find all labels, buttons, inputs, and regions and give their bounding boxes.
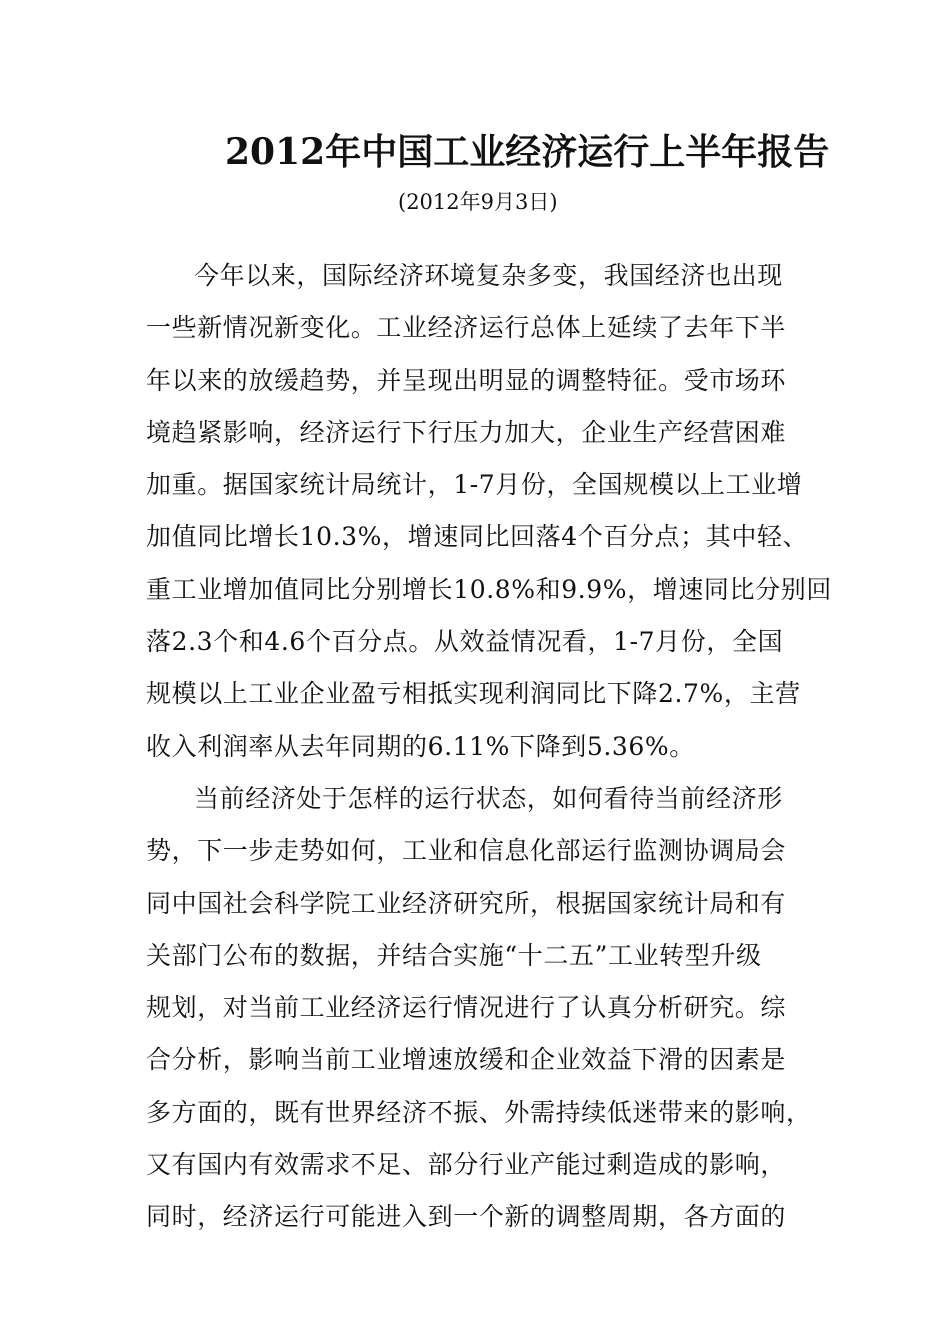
document-title: 2012年中国工业经济运行上半年报告	[225, 131, 830, 173]
paragraph-line: 同中国社会科学院工业经济研究所，根据国家统计局和有	[146, 888, 787, 918]
paragraph-line: 落2.3个和4.6个百分点。从效益情况看，1-7月份，全国	[146, 627, 784, 657]
paragraph-line: 今年以来，国际经济环境复杂多变，我国经济也出现	[194, 261, 783, 290]
paragraph-line: 加值同比增长10.3%，增速同比回落4个百分点；其中轻、	[146, 522, 809, 552]
paragraph-line: 重工业增加值同比分别增长10.8%和9.9%，增速同比分别回	[146, 574, 832, 604]
paragraph-line: 关部门公布的数据，并结合实施“十二五”工业转型升级	[146, 940, 762, 970]
paragraph-line: 多方面的，既有世界经济不振、外需持续低迷带来的影响，	[146, 1097, 812, 1127]
paragraph-line: 规模以上工业企业盈亏相抵实现利润同比下降2.7%，主营	[146, 679, 801, 709]
paragraph-2	[146, 773, 811, 1244]
paragraph-line: 年以来的放缓趋势，并呈现出明显的调整特征。受市场环	[146, 365, 787, 395]
paragraph-line: 境趋紧影响，经济运行下行压力加大，企业生产经营困难	[146, 417, 787, 447]
paragraph-line: 加重。据国家统计局统计，1-7月份，全国规模以上工业增	[146, 470, 803, 500]
paragraph-line: 当前经济处于怎样的运行状态，如何看待当前经济形	[194, 783, 783, 813]
paragraph-line: 势，下一步走势如何，工业和信息化部运行监测协调局会	[146, 836, 787, 866]
paragraph-1	[146, 250, 832, 773]
paragraph-line: 收入利润率从去年同期的6.11%下降到5.36%。	[146, 731, 695, 761]
paragraph-line: 规划，对当前工业经济运行情况进行了认真分析研究。综	[146, 993, 787, 1023]
paragraph-line: 又有国内有效需求不足、部分行业产能过剩造成的影响，	[146, 1150, 787, 1180]
document-date: (2012年9月3日)	[398, 190, 558, 214]
paragraph-line: 合分析，影响当前工业增速放缓和企业效益下滑的因素是	[146, 1045, 787, 1075]
document-body	[146, 250, 832, 1244]
paragraph-line: 同时，经济运行可能进入到一个新的调整周期，各方面的	[146, 1202, 787, 1232]
paragraph-line: 一些新情况新变化。工业经济运行总体上延续了去年下半	[146, 313, 787, 343]
